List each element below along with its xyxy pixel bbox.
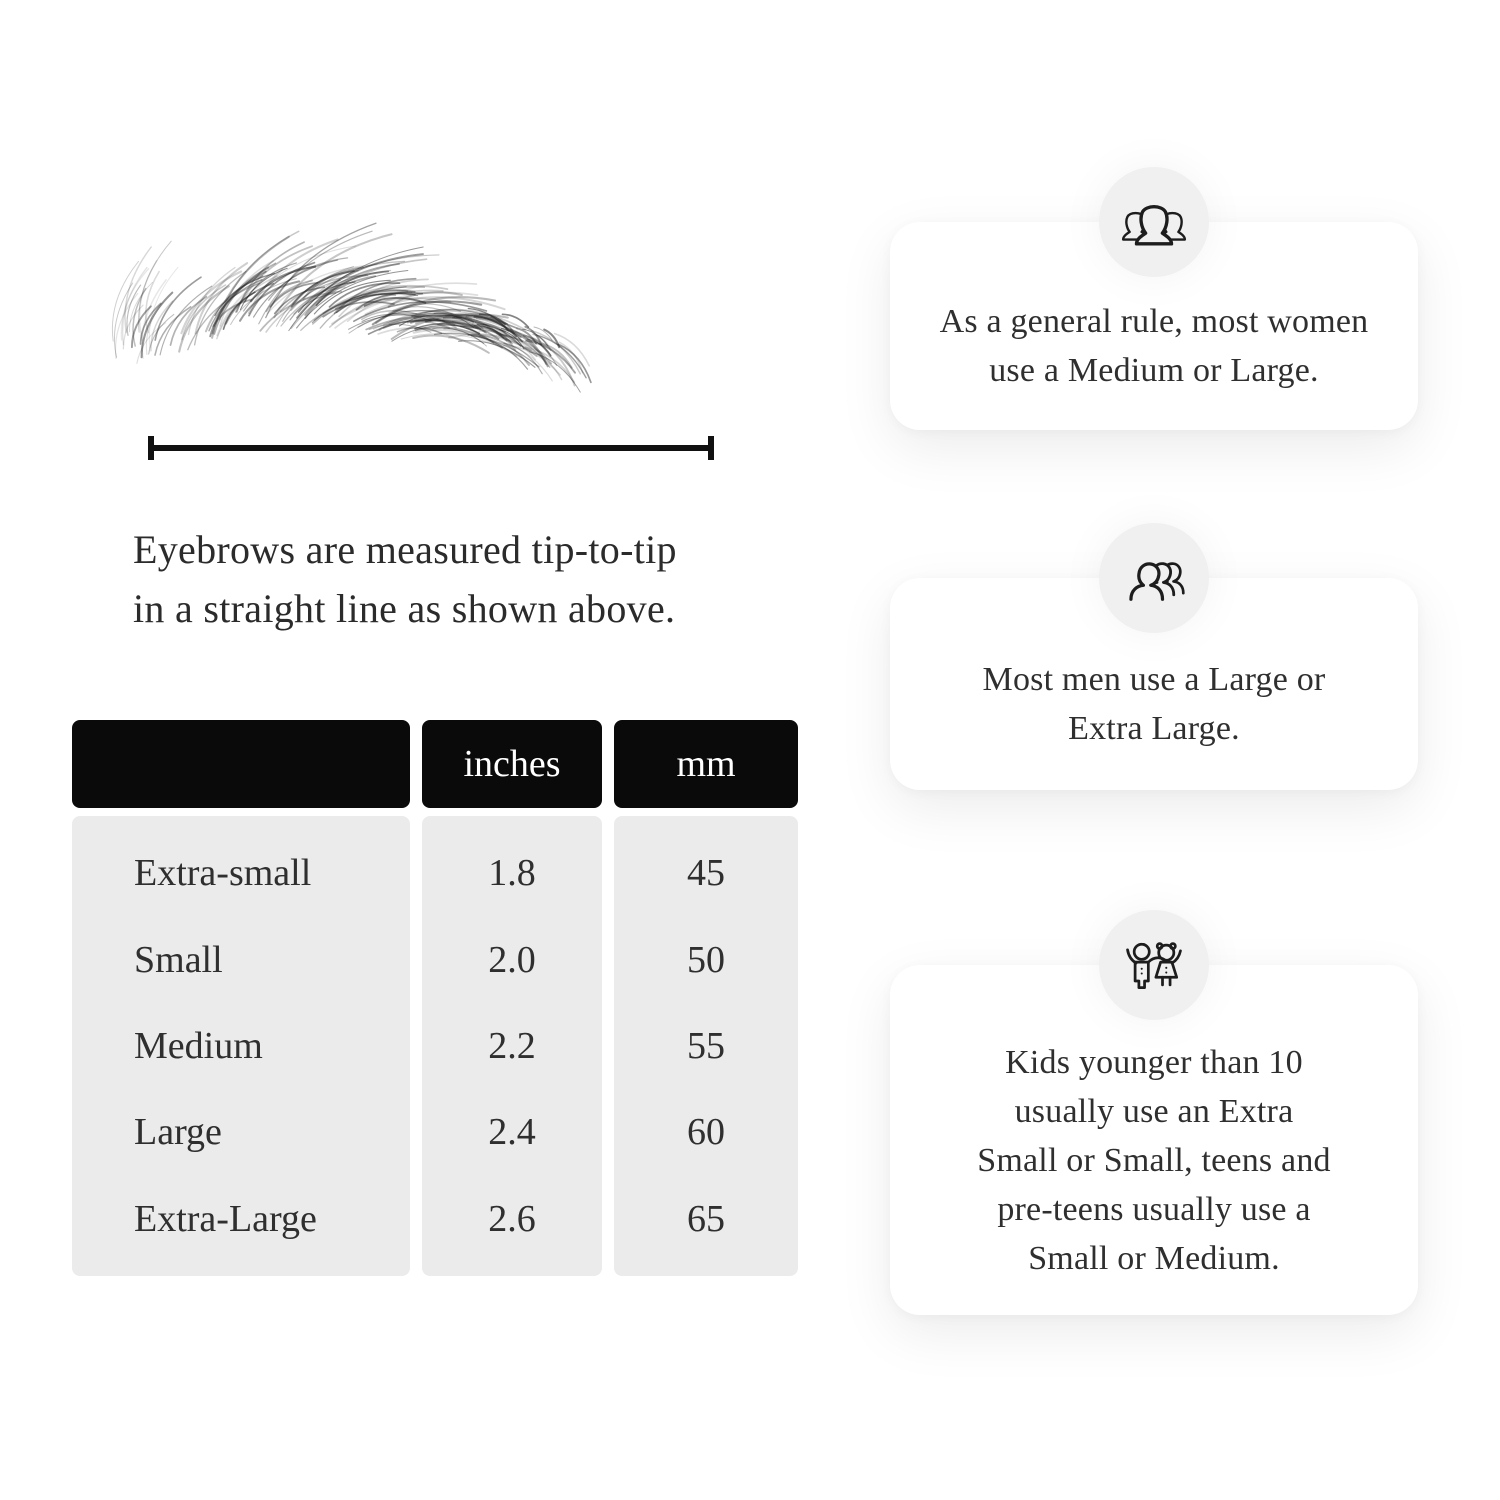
men-group-icon (1120, 544, 1188, 612)
size-row-mm: 50 (687, 938, 725, 981)
card-text (940, 297, 1369, 395)
size-table-body-inches (422, 816, 602, 1276)
card-text-line: Kids younger than 10 (1005, 1043, 1303, 1081)
size-row-label: Large (134, 1111, 222, 1154)
size-row-inches: 2.2 (488, 1024, 536, 1067)
eyebrow-illustration (100, 228, 590, 413)
info-card-kids (890, 965, 1418, 1315)
card-text (983, 655, 1326, 753)
info-card-men (890, 578, 1418, 790)
size-table-column-mm (614, 720, 798, 1276)
figure-caption (133, 520, 773, 638)
measurement-line-bar (154, 445, 708, 451)
size-table-body-mm (614, 816, 798, 1276)
size-row-label: Medium (134, 1024, 263, 1067)
size-row-label: Small (134, 938, 223, 981)
size-row-label: Extra-Large (134, 1197, 317, 1240)
women-group-icon (1120, 188, 1188, 256)
eyebrow-figure (100, 228, 590, 413)
size-table-body-sizes (72, 816, 410, 1276)
card-text-line: As a general rule, most women (939, 303, 1369, 340)
card-text (977, 1038, 1330, 1283)
size-row-inches: 1.8 (488, 852, 536, 895)
size-row-mm: 65 (687, 1197, 725, 1240)
size-row-mm: 55 (687, 1024, 725, 1067)
icon-circle (1099, 167, 1209, 277)
card-text-line: Most men use a Large or (982, 661, 1326, 698)
size-row-inches: 2.4 (488, 1111, 536, 1154)
icon-circle (1099, 523, 1209, 633)
size-table (72, 720, 798, 1276)
card-text-line: pre-teens usually use a (997, 1190, 1311, 1228)
size-row-mm: 45 (687, 852, 725, 895)
measurement-line-right-cap (708, 436, 714, 460)
size-table-header-inches: inches (422, 720, 602, 808)
size-table-column-inches (422, 720, 602, 1276)
card-text-line: usually use an Extra (1014, 1092, 1294, 1130)
size-row-mm: 60 (687, 1111, 725, 1154)
info-card-women (890, 222, 1418, 430)
size-table-header-mm: mm (614, 720, 798, 808)
figure-caption-line: in a straight line as shown above. (133, 586, 676, 631)
card-text-line: Extra Large. (1068, 710, 1240, 747)
card-text-line: use a Medium or Large. (989, 352, 1319, 389)
size-row-label: Extra-small (134, 852, 312, 895)
figure-caption-line: Eyebrows are measured tip-to-tip (133, 527, 677, 572)
kids-icon (1120, 931, 1188, 999)
card-text-line: Small or Small, teens and (977, 1141, 1331, 1179)
size-row-inches: 2.0 (488, 938, 536, 981)
icon-circle (1099, 910, 1209, 1020)
card-text-line: Small or Medium. (1028, 1239, 1280, 1277)
size-table-column-sizes (72, 720, 410, 1276)
size-table-header-blank (72, 720, 410, 808)
measurement-line (148, 436, 714, 460)
size-row-inches: 2.6 (488, 1197, 536, 1240)
